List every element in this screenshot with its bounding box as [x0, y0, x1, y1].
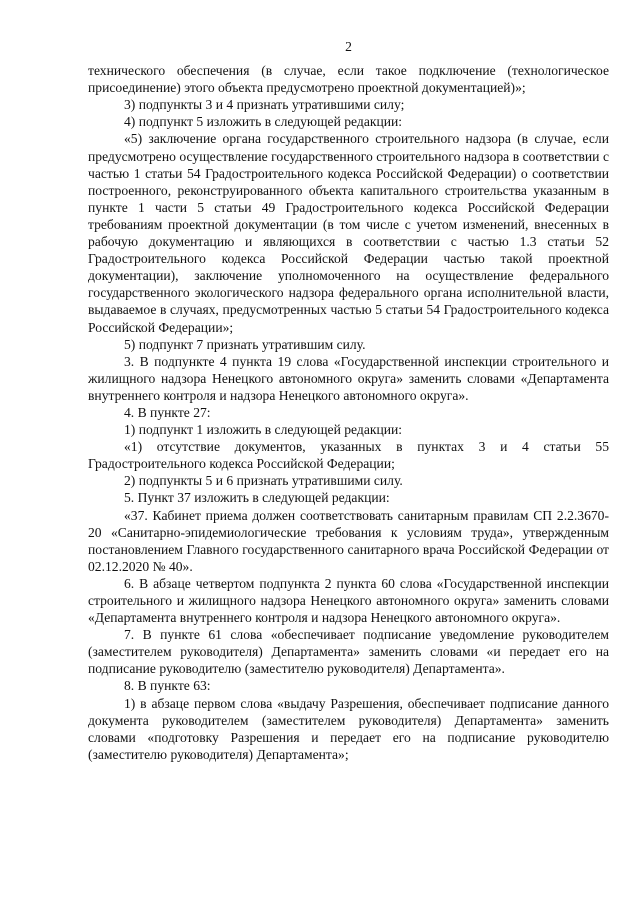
paragraph: 3. В подпункте 4 пункта 19 слова «Государственной инспекции строительного и жилищного надзора Ненецкого автономного округа» заменить словами «Департамента внутреннего контроля и надзора Ненецкого автономного округа».	[88, 353, 609, 403]
paragraph: технического обеспечения (в случае, если такое подключение (технологическое присоединение) этого объекта предусмотрено проектной документацией)»;	[88, 63, 609, 96]
paragraph: 5. Пункт 37 изложить в следующей редакции:	[124, 490, 390, 506]
paragraph: 3) подпункты 3 и 4 признать утратившими силу;	[124, 97, 405, 113]
paragraph: 5) подпункт 7 признать утратившим силу.	[124, 336, 366, 352]
paragraph: 4. В пункте 27:	[124, 404, 211, 420]
paragraph: 1) в абзаце первом слова «выдачу Разрешения, обеспечивает подписание данного документа руководителем (заместителем руководителя) Департамента» заменить словами «подготовку Разрешения и передает его на подписание руководителю (заместителю руководителя) Департамента»;	[88, 695, 609, 762]
paragraph: 7. В пункте 61 слова «обеспечивает подписание уведомление руководителем (заместителем руководителя) Департамента» заменить словами «и передает его на подписание руководителю (заместителю руководителя) Департамента».	[88, 627, 609, 677]
paragraph: «5) заключение органа государственного строительного надзора (в случае, если предусмотрено осуществление государственного строительного надзора в соответствии с частью 1 статьи 54 Градостроительного кодекса Российской Федерации) о соответствии построенного, реконструированного объекта капитального строительства указанным в пункте 1 части 5 статьи 49 Градостроительного кодекса Российской Федерации требованиям проектной документации (в том числе с учетом изменений, внесенных в рабочую документацию и являющихся в соответствии с частью 1.3 статьи 52 Градостроительного кодекса Российской Федерации частью такой проектной документации), заключение уполномоченного на осуществление федерального государственного экологического надзора федерального органа исполнительной власти, выдаваемое в случаях, предусмотренных частью 5 статьи 54 Градостроительного кодекса Российской Федерации»;	[88, 131, 609, 335]
paragraph: 2) подпункты 5 и 6 признать утратившими силу.	[124, 473, 403, 489]
paragraph: 4) подпункт 5 изложить в следующей редакции:	[124, 114, 403, 130]
paragraph: «37. Кабинет приема должен соответствовать санитарным правилам СП 2.2.3670-20 «Санитарно-эпидемиологические требования к условиям труда», утвержденным постановлением Главного государственного санитарного врача Российской Федерации от 02.12.2020 № 40».	[88, 507, 609, 574]
paragraph: 1) подпункт 1 изложить в следующей редакции:	[124, 422, 403, 438]
page-number: 2	[345, 39, 352, 54]
paragraph: «1) отсутствие документов, указанных в пунктах 3 и 4 статьи 55 Градостроительного кодекса Российской Федерации;	[88, 439, 609, 472]
document-body	[88, 62, 609, 763]
paragraph: 6. В абзаце четвертом подпункта 2 пункта 60 слова «Государственной инспекции строительного и жилищного надзора Ненецкого автономного округа» заменить словами «Департамента внутреннего контроля и надзора Ненецкого автономного округа».	[88, 575, 609, 626]
paragraph: 8. В пункте 63:	[124, 678, 211, 694]
